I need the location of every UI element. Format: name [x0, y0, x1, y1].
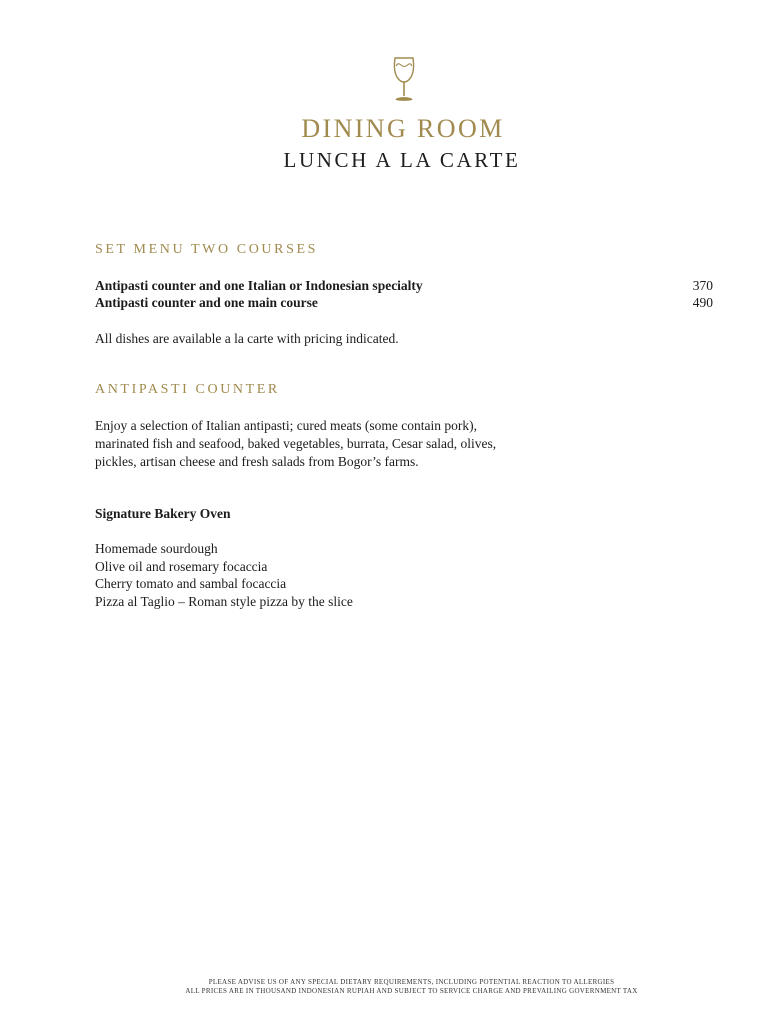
- list-item: Cherry tomato and sambal focaccia: [95, 576, 287, 591]
- menu-item-name: Antipasti counter and one Italian or Indonesian specialty: [95, 278, 423, 293]
- wine-glass-icon: [387, 55, 421, 105]
- list-item: Homemade sourdough: [95, 541, 218, 556]
- page-subtitle: LUNCH A LA CARTE: [283, 148, 521, 172]
- antipasti-description-line: pickles, artisan cheese and fresh salads from Bogor’s farms.: [95, 454, 419, 469]
- page-title: DINING ROOM: [301, 114, 505, 143]
- section-heading-antipasti: ANTIPASTI COUNTER: [95, 382, 280, 397]
- section-heading-bakery: Signature Bakery Oven: [95, 506, 231, 521]
- menu-item: [95, 277, 713, 294]
- a-la-carte-note: All dishes are available a la carte with pricing indicated.: [95, 331, 399, 346]
- antipasti-description-line: Enjoy a selection of Italian antipasti; cured meats (some contain pork),: [95, 418, 478, 433]
- list-item: Olive oil and rosemary focaccia: [95, 559, 268, 574]
- antipasti-description-line: marinated fish and seafood, baked vegetables, burrata, Cesar salad, olives,: [95, 436, 497, 451]
- list-item: Pizza al Taglio – Roman style pizza by the slice: [95, 594, 353, 609]
- menu-item-name: Antipasti counter and one main course: [95, 295, 318, 310]
- section-heading-set-menu: SET MENU TWO COURSES: [95, 242, 319, 257]
- menu-item-price: 490: [692, 295, 713, 310]
- menu-item: [95, 294, 713, 311]
- footer-allergy-notice: PLEASE ADVISE US OF ANY SPECIAL DIETARY REQUIREMENTS, INCLUDING POTENTIAL REACTION TO ALLERGIES: [208, 978, 615, 986]
- menu-item-price: 370: [692, 278, 713, 293]
- footer-price-notice: ALL PRICES ARE IN THOUSAND INDONESIAN RUPIAH AND SUBJECT TO SERVICE CHARGE AND PREVAILING GOVERNMENT TAX: [185, 987, 638, 995]
